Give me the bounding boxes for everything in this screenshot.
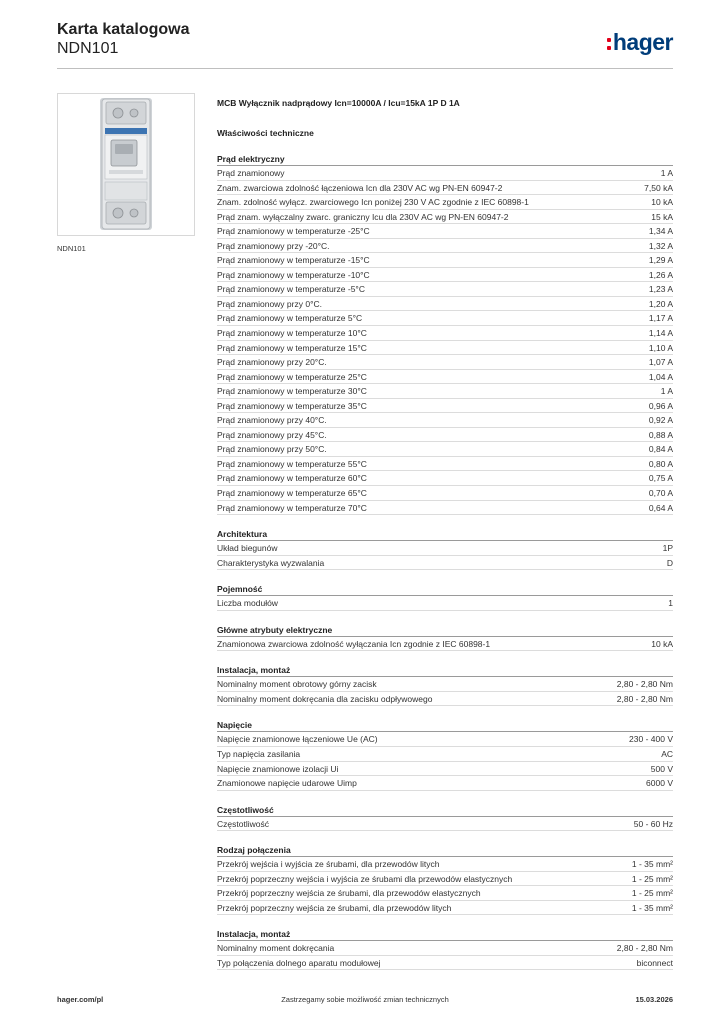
spec-row <box>217 762 673 777</box>
spec-row <box>217 556 673 571</box>
section-title: Instalacja, montaż <box>217 927 673 941</box>
spec-section <box>217 663 673 706</box>
spec-section <box>217 843 673 915</box>
spec-row <box>217 239 673 254</box>
spec-label: Prąd znamionowy w temperaturze 70°C <box>217 502 367 513</box>
spec-label: Prąd znamionowy w temperaturze 5°C <box>217 313 363 324</box>
spec-value: 1 A <box>660 386 673 397</box>
spec-value: 1 <box>668 598 673 609</box>
spec-label: Znam. zwarciowa zdolność łączeniowa Icn dla 230V AC wg PN-EN 60947-2 <box>217 182 503 193</box>
spec-row <box>217 901 673 916</box>
page-footer <box>57 995 673 1007</box>
spec-section <box>217 927 673 970</box>
spec-row <box>217 399 673 414</box>
spec-value: 0,80 A <box>648 458 673 469</box>
spec-label: Prąd znamionowy <box>217 168 285 178</box>
footer-date: 15.03.2026 <box>635 995 673 1004</box>
spec-label: Nominalny moment dokręcania <box>217 943 335 954</box>
spec-row <box>217 181 673 196</box>
spec-row <box>217 166 673 181</box>
spec-content <box>217 96 673 970</box>
page-header <box>57 20 673 70</box>
spec-value: 1 A <box>660 168 673 178</box>
spec-label: Prąd znam. wyłączalny zwarc. graniczny Icu dla 230V AC wg PN-EN 60947-2 <box>217 211 509 222</box>
spec-label: Prąd znamionowy w temperaturze -5°C <box>217 284 365 295</box>
spec-row <box>217 637 673 652</box>
spec-section <box>217 582 673 611</box>
spec-row <box>217 732 673 747</box>
spec-section <box>217 718 673 790</box>
spec-value: 50 - 60 Hz <box>633 818 673 829</box>
spec-value: D <box>666 557 673 568</box>
section-title: Rodzaj połączenia <box>217 843 673 857</box>
spec-section <box>217 152 673 515</box>
product-code: NDN101 <box>57 40 119 57</box>
spec-value: 1,23 A <box>648 284 673 295</box>
footer-website-link[interactable]: hager.com/pl <box>57 995 104 1004</box>
spec-value: 0,96 A <box>648 400 673 411</box>
spec-label: Znamionowa zwarciowa zdolność wyłączania Icn zgodnie z IEC 60898-1 <box>217 638 491 649</box>
logo-text: hager <box>612 29 673 55</box>
logo-dots-icon <box>606 35 612 53</box>
spec-label: Przekrój wejścia i wyjścia ze śrubami, dla przewodów litych <box>217 859 440 870</box>
spec-section <box>217 623 673 652</box>
spec-value: 0,75 A <box>648 473 673 484</box>
spec-value: AC <box>661 748 673 759</box>
spec-value: 1 - 25 mm² <box>631 888 673 899</box>
product-name: MCB Wyłącznik nadprądowy Icn=10000A / Icu=15kA 1P D 1A <box>217 98 460 108</box>
spec-section <box>217 527 673 570</box>
spec-label: Prąd znamionowy przy -20°C. <box>217 240 330 251</box>
spec-row <box>217 941 673 956</box>
spec-row <box>217 253 673 268</box>
technical-properties-heading: Właściwości techniczne <box>217 128 314 138</box>
spec-label: Charakterystyka wyzwalania <box>217 557 325 568</box>
spec-label: Typ napięcia zasilania <box>217 748 301 759</box>
spec-value: biconnect <box>636 957 673 968</box>
spec-label: Prąd znamionowy w temperaturze 60°C <box>217 473 367 484</box>
spec-value: 1 - 25 mm² <box>631 873 673 884</box>
spec-value: 1,04 A <box>648 371 673 382</box>
spec-value: 2,80 - 2,80 Nm <box>616 679 673 690</box>
spec-row <box>217 817 673 832</box>
section-title: Częstotliwość <box>217 803 673 817</box>
spec-row <box>217 747 673 762</box>
spec-label: Prąd znamionowy przy 20°C. <box>217 357 327 368</box>
spec-label: Prąd znamionowy w temperaturze -15°C <box>217 255 370 266</box>
spec-row <box>217 541 673 556</box>
spec-row <box>217 282 673 297</box>
spec-value: 2,80 - 2,80 Nm <box>616 943 673 954</box>
product-image <box>57 93 195 236</box>
spec-label: Przekrój poprzeczny wejścia i wyjścia ze śrubami dla przewodów elastycznych <box>217 873 513 884</box>
spec-row <box>217 326 673 341</box>
spec-value: 6000 V <box>646 778 673 789</box>
spec-row <box>217 486 673 501</box>
spec-value: 1 - 35 mm² <box>631 859 673 870</box>
spec-value: 1,17 A <box>648 313 673 324</box>
spec-row <box>217 457 673 472</box>
spec-value: 1,26 A <box>648 269 673 280</box>
spec-label: Prąd znamionowy w temperaturze -25°C <box>217 226 370 237</box>
spec-row <box>217 872 673 887</box>
spec-value: 1,34 A <box>648 226 673 237</box>
spec-label: Prąd znamionowy w temperaturze 65°C <box>217 488 367 499</box>
header-divider <box>57 68 673 69</box>
spec-row <box>217 442 673 457</box>
spec-value: 500 V <box>650 763 673 774</box>
spec-value: 0,64 A <box>648 502 673 513</box>
spec-label: Nominalny moment obrotowy górny zacisk <box>217 679 377 690</box>
spec-value: 2,80 - 2,80 Nm <box>616 693 673 704</box>
spec-row <box>217 224 673 239</box>
footer-disclaimer: Zastrzegamy sobie możliwość zmian technicznych <box>281 995 449 1004</box>
spec-row <box>217 297 673 312</box>
spec-row <box>217 857 673 872</box>
spec-value: 15 kA <box>651 211 673 222</box>
circuit-breaker-icon <box>58 94 194 235</box>
spec-label: Prąd znamionowy w temperaturze 30°C <box>217 386 367 397</box>
spec-value: 1,29 A <box>648 255 673 266</box>
spec-section <box>217 803 673 832</box>
section-title: Pojemność <box>217 582 673 596</box>
section-title: Architektura <box>217 527 673 541</box>
spec-row <box>217 384 673 399</box>
section-title: Instalacja, montaż <box>217 663 673 677</box>
spec-value: 7,50 kA <box>644 182 673 193</box>
spec-label: Nominalny moment dokręcania dla zacisku odpływowego <box>217 693 433 704</box>
spec-value: 0,84 A <box>648 444 673 455</box>
spec-value: 230 - 400 V <box>629 734 673 745</box>
spec-value: 1 - 35 mm² <box>631 902 673 913</box>
spec-label: Prąd znamionowy przy 0°C. <box>217 298 322 309</box>
document-title: Karta katalogowa <box>57 21 190 38</box>
spec-label: Prąd znamionowy przy 50°C. <box>217 444 327 455</box>
spec-label: Prąd znamionowy przy 40°C. <box>217 415 327 426</box>
spec-row <box>217 776 673 791</box>
spec-label: Prąd znamionowy w temperaturze 35°C <box>217 400 367 411</box>
spec-label: Prąd znamionowy w temperaturze -10°C <box>217 269 370 280</box>
spec-label: Układ biegunów <box>217 543 278 554</box>
spec-row <box>217 677 673 692</box>
spec-value: 0,70 A <box>648 488 673 499</box>
spec-label: Znam. zdolność wyłącz. zwarciowego Icn poniżej 230 V AC zgodnie z IEC 60898-1 <box>217 197 529 208</box>
spec-value: 1P <box>662 543 673 554</box>
spec-value: 1,07 A <box>648 357 673 368</box>
spec-value: 0,88 A <box>648 429 673 440</box>
spec-label: Prąd znamionowy w temperaturze 10°C <box>217 328 367 339</box>
spec-value: 1,20 A <box>648 298 673 309</box>
spec-label: Napięcie znamionowe łączeniowe Ue (AC) <box>217 734 378 745</box>
spec-row <box>217 956 673 971</box>
spec-value: 10 kA <box>651 197 673 208</box>
spec-row <box>217 210 673 225</box>
spec-value: 1,14 A <box>648 328 673 339</box>
section-title: Prąd elektryczny <box>217 152 673 166</box>
section-title: Główne atrybuty elektryczne <box>217 623 673 637</box>
spec-value: 1,32 A <box>648 240 673 251</box>
spec-row <box>217 311 673 326</box>
hager-logo <box>606 29 673 56</box>
spec-value: 1,10 A <box>648 342 673 353</box>
spec-sections <box>217 152 673 970</box>
spec-label: Liczba modułów <box>217 598 278 609</box>
spec-row <box>217 268 673 283</box>
spec-label: Typ połączenia dolnego aparatu modułowej <box>217 957 381 968</box>
spec-label: Prąd znamionowy w temperaturze 15°C <box>217 342 367 353</box>
spec-row <box>217 596 673 611</box>
spec-row <box>217 195 673 210</box>
spec-label: Napięcie znamionowe izolacji Ui <box>217 763 339 774</box>
spec-row <box>217 886 673 901</box>
spec-label: Prąd znamionowy w temperaturze 55°C <box>217 458 367 469</box>
image-caption: NDN101 <box>57 244 86 253</box>
spec-row <box>217 692 673 707</box>
spec-row <box>217 341 673 356</box>
spec-row <box>217 355 673 370</box>
spec-row <box>217 428 673 443</box>
spec-label: Znamionowe napięcie udarowe Uimp <box>217 778 357 789</box>
section-title: Napięcie <box>217 718 673 732</box>
spec-value: 0,92 A <box>648 415 673 426</box>
spec-row <box>217 413 673 428</box>
spec-label: Prąd znamionowy przy 45°C. <box>217 429 327 440</box>
spec-label: Częstotliwość <box>217 818 269 829</box>
spec-row <box>217 471 673 486</box>
spec-row <box>217 501 673 516</box>
spec-label: Przekrój poprzeczny wejścia ze śrubami, dla przewodów litych <box>217 902 452 913</box>
spec-label: Przekrój poprzeczny wejścia ze śrubami, dla przewodów elastycznych <box>217 888 481 899</box>
spec-row <box>217 370 673 385</box>
spec-value: 10 kA <box>651 638 673 649</box>
spec-label: Prąd znamionowy w temperaturze 25°C <box>217 371 367 382</box>
